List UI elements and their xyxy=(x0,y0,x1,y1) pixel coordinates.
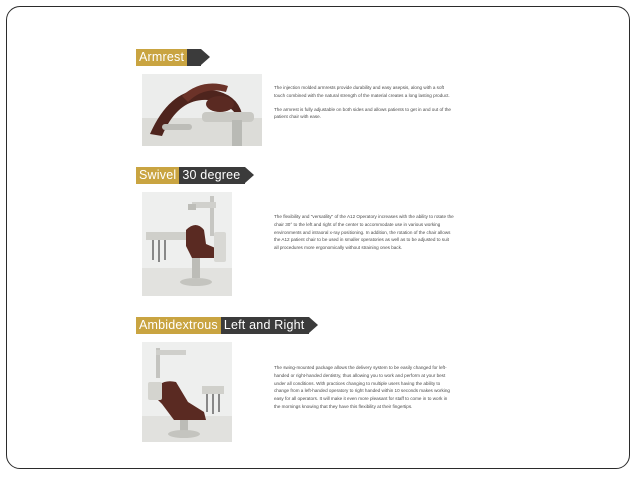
ambidextrous-photo-graphic xyxy=(142,342,232,442)
section-heading-armrest xyxy=(136,49,210,66)
heading-gold-label: Swivel xyxy=(136,167,179,184)
heading-gold-label: Ambidextrous xyxy=(136,317,221,334)
paragraph: The swing-mounted package allows the delivery system to be easily changed for left-handed or right-handed dentistry, thus allowing you to work and perform at your best under all conditions. With practices changing to multiple users having the ability to change from a left-handed operatory to right handed within 10 seconds makes working easy for all operators. It will make it even more pleasant for staff to come in to work in the mornings knowing that they have this flexibility at their fingertips. xyxy=(274,365,450,409)
heading-arrow-tip xyxy=(309,317,318,333)
armrest-photo xyxy=(142,74,262,146)
heading-dark-label xyxy=(187,49,201,66)
swivel-photo-graphic xyxy=(142,192,232,296)
heading-dark-label: Left and Right xyxy=(221,317,310,334)
section-heading-swivel xyxy=(136,167,254,184)
swivel-photo xyxy=(142,192,232,296)
document-page xyxy=(132,12,452,464)
heading-arrow-tip xyxy=(201,49,210,65)
heading-gold-label: Armrest xyxy=(136,49,187,66)
ambidextrous-photo xyxy=(142,342,232,442)
swivel-description xyxy=(274,213,454,258)
armrest-photo-graphic xyxy=(142,74,262,146)
armrest-description xyxy=(274,84,454,127)
section-heading-ambidextrous xyxy=(136,317,318,334)
paragraph: The injection molded armrests provide durability and easy asepsis, along with a soft touch combined with the natural strength of the material creates a long lasting product. xyxy=(274,85,450,98)
heading-dark-label: 30 degree xyxy=(179,167,245,184)
paragraph: The armrest is fully adjustable on both sides and allows patients to get in and out of the patient chair with ease. xyxy=(274,106,451,120)
paragraph: The flexibility and "versatility" of the A12 Operatory increases with the ability to rotate the chair 30° to the left and right of the center to accommodate use in various working environments and intraoral x-ray positioning. In addition, the rotation of the chair allows the A12 patient chair to be used in smaller operatories as well as to be adjusted to suit all procedures more ergonomically without straining ones back. xyxy=(274,214,454,251)
ambidextrous-description xyxy=(274,364,454,417)
heading-arrow-tip xyxy=(245,167,254,183)
